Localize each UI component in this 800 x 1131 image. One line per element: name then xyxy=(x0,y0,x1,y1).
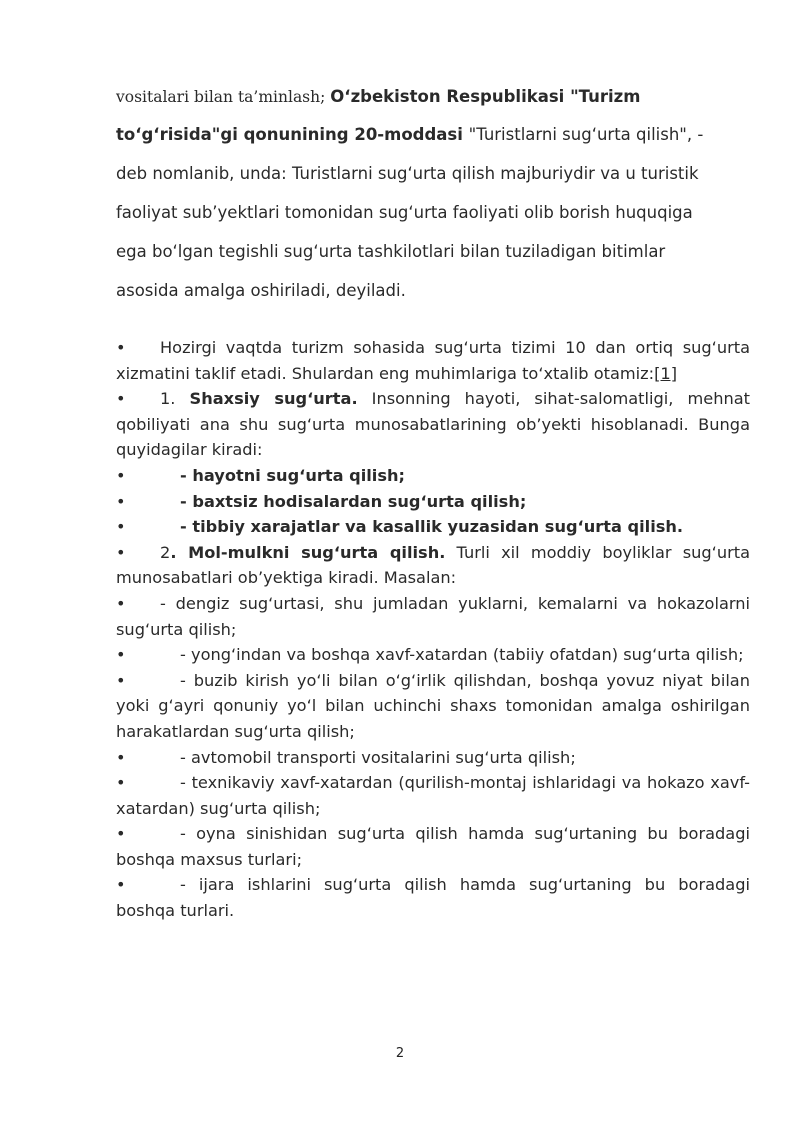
intro-line-1: vositalari bilan ta’minlash; O‘zbekiston Respublikasi "Turizm xyxy=(116,87,641,106)
list-item: • - yong‘indan va boshqa xavf-xatardan (tabiiy ofatdan) sug‘urta qilish; xyxy=(116,645,744,665)
footnote-link[interactable]: [1] xyxy=(654,363,678,383)
list-item: • Hozirgi vaqtda turizm sohasida sug‘urta tizimi 10 dan ortiq sug‘urta xizmatini taklif etadi. Shulardan eng muhimlariga to‘xtalib otamiz:[1] xyxy=(116,338,750,383)
list-item: • - avtomobil transporti vositalarini sug‘urta qilish; xyxy=(116,747,576,767)
section-title: . Mol-mulkni sug‘urta qilish. xyxy=(170,542,446,562)
list-item: • - tibbiy xarajatlar va kasallik yuzasidan sug‘urta qilish. xyxy=(116,517,684,537)
list-item: • - ijara ishlarini sug‘urta qilish hamda sug‘urtaning bu boradagi boshqa turlari. xyxy=(116,875,750,921)
list-item: • - dengiz sug‘urtasi, shu jumladan yuklarni, kemalarni va hokazolarni sug‘urta qilish; xyxy=(116,593,750,639)
list-item: • 2. Mol-mulkni sug‘urta qilish. Turli xil moddiy boyliklar sug‘urta munosabatlari ob’yektiga kiradi. Masalan: xyxy=(116,542,751,588)
intro-line-3: deb nomlanib, unda: Turistlarni sug‘urta qilish majburiydir va u turistik xyxy=(116,164,699,183)
list-item: • - hayotni sug‘urta qilish; xyxy=(116,465,405,485)
intro-line-2: to‘g‘risida"gi qonunining 20-moddasi "Turistlarni sug‘urta qilish", - xyxy=(116,125,704,144)
intro-line-5: ega bo‘lgan tegishli sug‘urta tashkilotlari bilan tuziladigan bitimlar xyxy=(116,242,666,261)
section-title: Shaxsiy sug‘urta. xyxy=(189,389,358,409)
list-item: • - buzib kirish yo‘li bilan o‘g‘irlik qilishdan, boshqa yovuz niyat bilan yoki g‘ayri qonuniy yo‘l bilan uchinchi shaxs tomonidan amalga oshirilgan harakatlardan sug‘urta qilish; xyxy=(116,670,750,741)
intro-line-6: asosida amalga oshiriladi, deyiladi. xyxy=(116,281,406,300)
insurance-list xyxy=(116,335,750,924)
intro-line-4: faoliyat sub’yektlari tomonidan sug‘urta faoliyati olib borish huquqiga xyxy=(116,203,693,222)
list-item: • - baxtsiz hodisalardan sug‘urta qilish; xyxy=(116,491,527,511)
list-item: • - texnikaviy xavf-xatardan (qurilish-montaj ishlaridagi va hokazo xavf-xatardan) sug‘urta qilish; xyxy=(116,773,750,818)
list-item: • 1. Shaxsiy sug‘urta. Insonning hayoti, sihat-salomatligi, mehnat qobiliyati ana shu sug‘urta munosabatlarining ob’yekti hisoblanadi. Bunga quyidagilar kiradi: xyxy=(116,389,751,460)
list-item: • - oyna sinishidan sug‘urta qilish hamda sug‘urtaning bu boradagi boshqa maxsus turlari; xyxy=(116,824,750,869)
page-number: 2 xyxy=(395,1046,405,1061)
